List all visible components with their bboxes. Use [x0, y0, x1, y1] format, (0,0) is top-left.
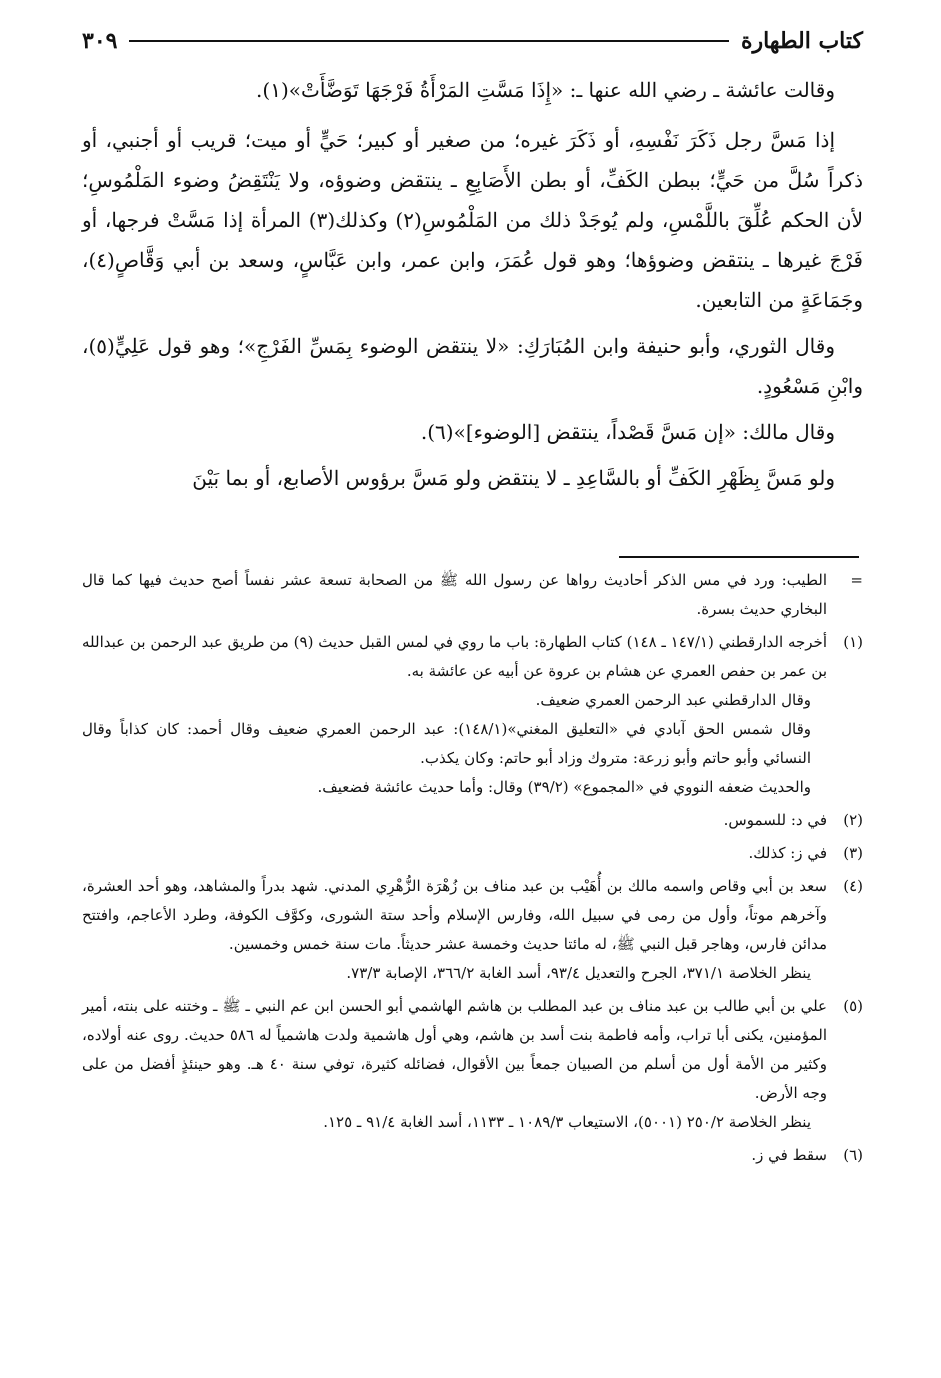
footnote-line: أخرجه الدارقطني (١٤٧/١ ـ ١٤٨) كتاب الطهارة: باب ما روي في لمس القبل حديث (٩) من طريق عبد الرحمن بن عبدالله بن عمر بن حفص العمري عن هشام بن عروة عن أبيه عن عائشة به.: [82, 633, 827, 680]
footnote-line: وقال شمس الحق آبادي في «التعليق المغني»(١٤٨/١): عبد الرحمن العمري ضعيف وقال أحمد: كان كذاباً وقال النسائي وأبو حاتم وأبو زرعة: متروك وزاد أبو حاتم: وكان يكذب.: [82, 720, 811, 767]
footnote-1: [82, 628, 863, 802]
running-header: [82, 26, 863, 56]
footnote-number: (٢): [843, 811, 863, 829]
paragraph-thawri-opinion: وقال الثوري، وأبو حنيفة وابن المُبَارَكِ: «لا ينتقض الوضوء بِمَسِّ الفَرْجِ»؛ وهو قول عَلِيٍّ(٥)، وابْنِ مَسْعُودٍ.: [82, 334, 863, 398]
footnote-carry-text: الطيب: ورد في مس الذكر أحاديث رواها عن رسول الله ﷺ من الصحابة تسعة عشر نفساً أصح حديث فيها كما قال البخاري حديث بسرة.: [82, 571, 827, 618]
footnote-carry-marker: =: [850, 571, 863, 589]
footnote-line: في ز: كذلك.: [748, 844, 827, 862]
header-rule: [129, 40, 729, 42]
footnote-line: سقط في ز.: [751, 1146, 827, 1164]
footnote-number: (٣): [843, 844, 863, 862]
footnotes: [82, 566, 863, 1174]
footnote-carryover: [82, 566, 863, 624]
footnote-5: [82, 992, 863, 1137]
footnote-line: ينظر الخلاصة ٢٥٠/٢ (٥٠٠١)، الاستيعاب ١٠٨٩/٣ ـ ١١٣٣، أسد الغابة ٩١/٤ ـ ١٢٥.: [323, 1113, 811, 1131]
chapter-title: كتاب الطهارة: [740, 28, 863, 54]
footnote-number: (٤): [843, 877, 863, 895]
paragraph-back-of-hand: ولو مَسَّ بِظَهْرِ الكَفِّ أو بالسَّاعِدِ ـ لا ينتقض ولو مَسَّ برؤوس الأصابع، أو بما بَيْنَ: [192, 466, 835, 490]
footnote-line: ينظر الخلاصة ٣٧١/١، الجرح والتعديل ٩٣/٤، أسد الغابة ٣٦٦/٢، الإصابة ٧٣/٣.: [346, 964, 811, 982]
footnote-number: (٥): [843, 997, 863, 1015]
footnote-line: وقال الدارقطني عبد الرحمن العمري ضعيف.: [535, 691, 811, 709]
footnote-number: (١): [843, 633, 863, 651]
footnote-line: في د: للسموس.: [723, 811, 827, 829]
paragraph-touching-ruling: إذا مَسَّ رجل ذَكَرَ نَفْسِهِ، أو ذَكَرَ غيره؛ من صغير أو كبير؛ حَيٍّ أو ميت؛ قريب أو أجنبي، أو ذكراً سُلَّ من حَيٍّ؛ ببطن الكَفِّ، أو بطن الأَصَابِعِ ـ ينتقض وضوؤه، ولا يَنْتَقِضُ وضوء المَلْمُوسِ؛ لأن الحكم عُلِّقَ باللَّمْسِ، ولم يُوجَدْ ذلك من المَلْمُوسِ(٢) وكذلك(٣) المرأة إذا مَسَّتْ فرجها، أو فَرْجَ غيرها ـ ينتقض وضوؤها؛ وهو قول عُمَرَ، وابن عمر، وابن عَبَّاسٍ، وسعد بن أبي وَقَّاصٍ(٤)، وجَمَاعَةٍ من التابعين.: [82, 128, 864, 312]
footnote-4: [82, 872, 863, 988]
footnote-3: [82, 839, 863, 868]
footnote-line: والحديث ضعفه النووي في «المجموع» (٣٩/٢) وقال: وأما حديث عائشة فضعيف.: [317, 778, 811, 796]
footnote-line: علي بن أبي طالب بن عبد مناف بن عبد المطلب بن هاشم الهاشمي أبو الحسن ابن عم النبي ـ ﷺ ـ وختنه على بنته، أمير المؤمنين، يكنى أبا تراب، وأمه فاطمة بنت أسد بن هاشم، وهي أول هاشمية ولدت هاشمياً له ٥٨٦ حديث. روى عنه أولاده، وكثير من الأمة أول من أسلم من الصبيان جمعاً بين الأقوال، فضائله كثيرة، توفي سنة ٤٠ هـ. وهو حينئذٍ أفضل من على وجه الأرض.: [82, 997, 828, 1102]
footnote-2: [82, 806, 863, 835]
footnote-separator: [619, 556, 859, 558]
footnote-6: [82, 1141, 863, 1170]
footnote-number: (٦): [843, 1146, 863, 1164]
paragraph-malik-opinion: وقال مالك: «إن مَسَّ قَصْداً، ينتقض [الوضوء]»(٦).: [420, 420, 835, 444]
footnote-line: سعد بن أبي وقاص واسمه مالك بن أُهَيْب بن عبد مناف بن زُهْرَة الزُّهْرِي المدني. شهد بدراً والمشاهد، وهو أحد العشرة، وآخرهم موتاً، وأول من رمى في سبيل الله، وفارس الإسلام وأحد ستة الشورى، وكوَّف الكوفة، وطرد الأعاجم، وافتتح مدائن فارس، وهاجر قبل النبي ﷺ، له مائتا حديث وخمسة عشر حديثاً. مات سنة خمس وخمسين.: [82, 877, 827, 953]
paragraph-aisha-quote: وقالت عائشة ـ رضي الله عنها ـ: «إِذَا مَسَّتِ المَرْأَةُ فَرْجَهَا تَوَضَّأَتْ»(١).: [256, 78, 835, 102]
main-text: [82, 70, 863, 504]
page-number: ٣٠٩: [82, 28, 118, 54]
